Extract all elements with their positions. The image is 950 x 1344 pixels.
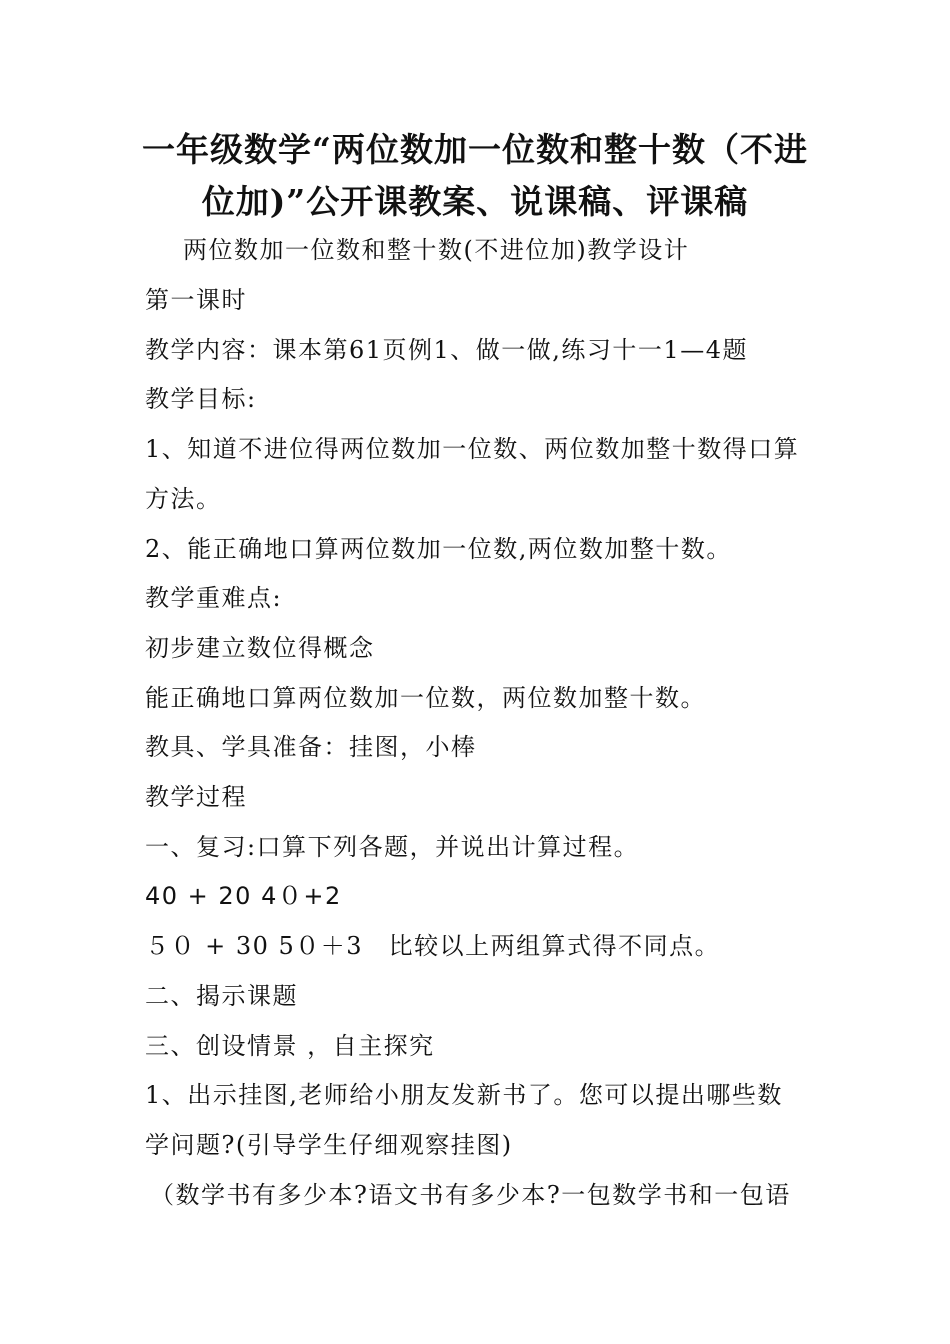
text-line: 第一课时 [145, 286, 247, 314]
text-line: 学问题?(引导学生仔细观察挂图) [145, 1131, 513, 1159]
text-line: 三、创设情景 ，自主探究 [145, 1032, 435, 1060]
text-line: 1、出示挂图,老师给小朋友发新书了。您可以提出哪些数 [145, 1081, 783, 1109]
text-line: 教学重难点: [145, 584, 283, 612]
text-line: 能正确地口算两位数加一位数，两位数加整十数。 [145, 684, 706, 712]
text-line: 教学过程 [145, 783, 247, 811]
text-line: 一、复习:口算下列各题，并说出计算过程。 [145, 833, 640, 861]
text-line: 1、知道不进位得两位数加一位数、两位数加整十数得口算 [145, 435, 800, 463]
document-subtitle: 两位数加一位数和整十数(不进位加)教学设计 [183, 236, 690, 264]
text-line: ５０ + 30 5０＋3 比较以上两组算式得不同点。 [145, 932, 721, 960]
text-line: 教学目标: [145, 385, 257, 413]
text-line: 方法。 [145, 485, 222, 513]
document-title-line-1: 一年级数学“两位数加一位数和整十数（不进 [142, 130, 808, 169]
text-line: 教具、学具准备：挂图，小棒 [145, 733, 477, 761]
text-line: （数学书有多少本?语文书有多少本?一包数学书和一包语 [150, 1181, 791, 1209]
text-line: 二、揭示课题 [145, 982, 298, 1010]
text-line: 初步建立数位得概念 [145, 634, 375, 662]
text-line: 教学内容：课本第61页例1、做一做,练习十一1—4题 [145, 336, 748, 364]
text-line: 40 + 20 4０+2 [145, 882, 342, 910]
text-line: 2、能正确地口算两位数加一位数,两位数加整十数。 [145, 535, 732, 563]
document-title-line-2: 位加)”公开课教案、说课稿、评课稿 [201, 182, 749, 221]
